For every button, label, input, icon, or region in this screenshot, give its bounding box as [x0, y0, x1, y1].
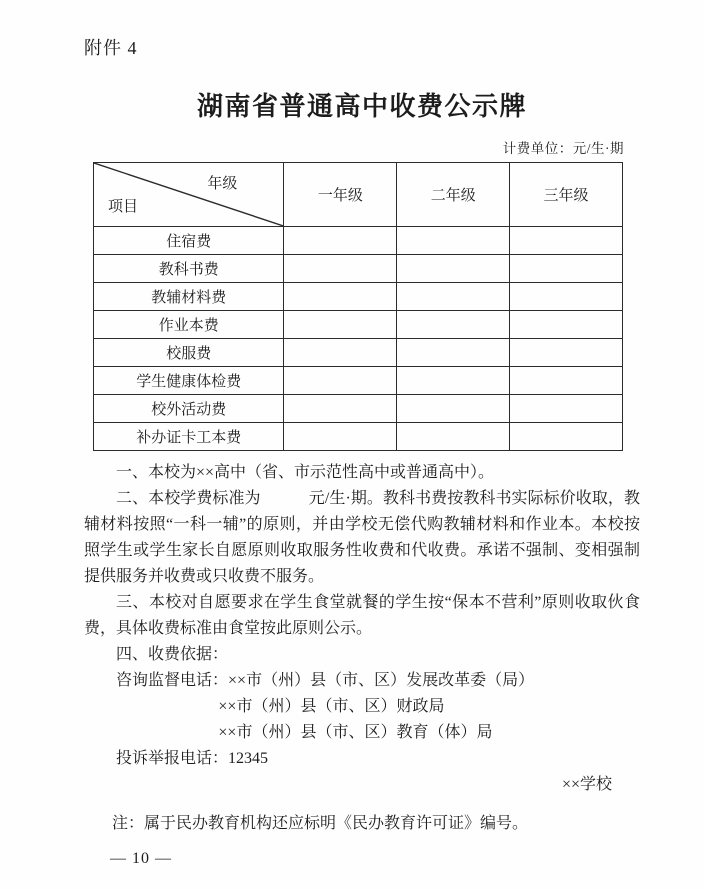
fee-cell — [397, 283, 510, 311]
fee-cell — [284, 255, 397, 283]
complaint-phone-line — [84, 746, 640, 772]
fee-cell — [397, 339, 510, 367]
fee-cell — [284, 423, 397, 451]
table-row — [94, 395, 623, 423]
fee-cell — [284, 283, 397, 311]
fee-cell — [284, 227, 397, 255]
corner-label-item: 项目 — [108, 199, 139, 215]
note-item-2: 二、本校学费标准为 元/生·期。教科书费按教科书实际标价收取，教辅材料按照“一科一辅”的原则，并由学校无偿代购教辅材料和作业本。本校按照学生或学生家长自愿原则收取服务性收费和代收费。承诺不强制、变相强制提供服务并收费或只收费不服务。 — [84, 490, 640, 585]
supervision-agency: ××市（州）县（市、区）财政局 — [218, 698, 445, 715]
fee-cell — [284, 367, 397, 395]
fee-cell — [397, 395, 510, 423]
table-row — [94, 367, 623, 395]
billing-unit-note: 计费单位：元/生·期 — [502, 141, 624, 156]
fee-cell — [510, 283, 623, 311]
table-row — [94, 255, 623, 283]
footnote: 注：属于民办教育机构还应标明《民办教育许可证》编号。 — [112, 815, 529, 832]
column-header-grade3: 三年级 — [510, 163, 623, 227]
supervision-agency: ××市（州）县（市、区）发展改革委（局） — [228, 672, 535, 689]
fee-cell — [397, 367, 510, 395]
fee-cell — [397, 423, 510, 451]
corner-label-grade: 年级 — [207, 176, 238, 192]
fee-cell — [510, 423, 623, 451]
fee-item-label: 教科书费 — [94, 255, 284, 283]
fee-cell — [510, 227, 623, 255]
fee-item-label: 校外活动费 — [94, 395, 284, 423]
column-header-grade1: 一年级 — [284, 163, 397, 227]
table-row — [94, 227, 623, 255]
fee-item-label: 学生健康体检费 — [94, 367, 284, 395]
fee-cell — [397, 255, 510, 283]
table-row — [94, 283, 623, 311]
fee-cell — [510, 311, 623, 339]
fee-table — [93, 162, 623, 451]
table-row — [94, 311, 623, 339]
fee-item-label: 作业本费 — [94, 311, 284, 339]
fee-cell — [510, 339, 623, 367]
fee-cell — [510, 395, 623, 423]
supervision-phone-label: 咨询监督电话： — [116, 672, 229, 689]
notes-section — [84, 460, 640, 798]
fee-item-label: 补办证卡工本费 — [94, 423, 284, 451]
fee-cell — [284, 339, 397, 367]
column-header-grade2: 二年级 — [397, 163, 510, 227]
table-row — [94, 339, 623, 367]
fee-cell — [510, 255, 623, 283]
corner-header-cell — [94, 163, 284, 227]
fee-item-label: 教辅材料费 — [94, 283, 284, 311]
page-number: — 10 — — [110, 850, 172, 867]
note-item-1: 一、本校为××高中（省、市示范性高中或普通高中）。 — [116, 464, 495, 481]
supervision-agency-line — [84, 694, 640, 720]
fee-item-label: 校服费 — [94, 339, 284, 367]
school-signature: ××学校 — [561, 776, 612, 793]
fee-cell — [510, 367, 623, 395]
attachment-label: 附件 4 — [84, 38, 138, 58]
page-title: 湖南省普通高中收费公示牌 — [196, 92, 527, 121]
note-item-3: 三、本校对自愿要求在学生食堂就餐的学生按“保本不营利”原则收取伙食费，具体收费标准由食堂按此原则公示。 — [84, 594, 640, 637]
supervision-agency: ××市（州）县（市、区）教育（体）局 — [218, 724, 493, 741]
table-row — [94, 423, 623, 451]
table-header-row — [94, 163, 623, 227]
note-item-4: 四、收费依据： — [116, 646, 229, 663]
complaint-phone-number: 12345 — [228, 750, 269, 767]
fee-cell — [397, 227, 510, 255]
fee-cell — [284, 395, 397, 423]
fee-item-label: 住宿费 — [94, 227, 284, 255]
complaint-phone-label: 投诉举报电话： — [116, 750, 229, 767]
fee-cell — [284, 311, 397, 339]
supervision-agency-line — [84, 720, 640, 746]
fee-cell — [397, 311, 510, 339]
supervision-phone-line — [84, 668, 640, 694]
